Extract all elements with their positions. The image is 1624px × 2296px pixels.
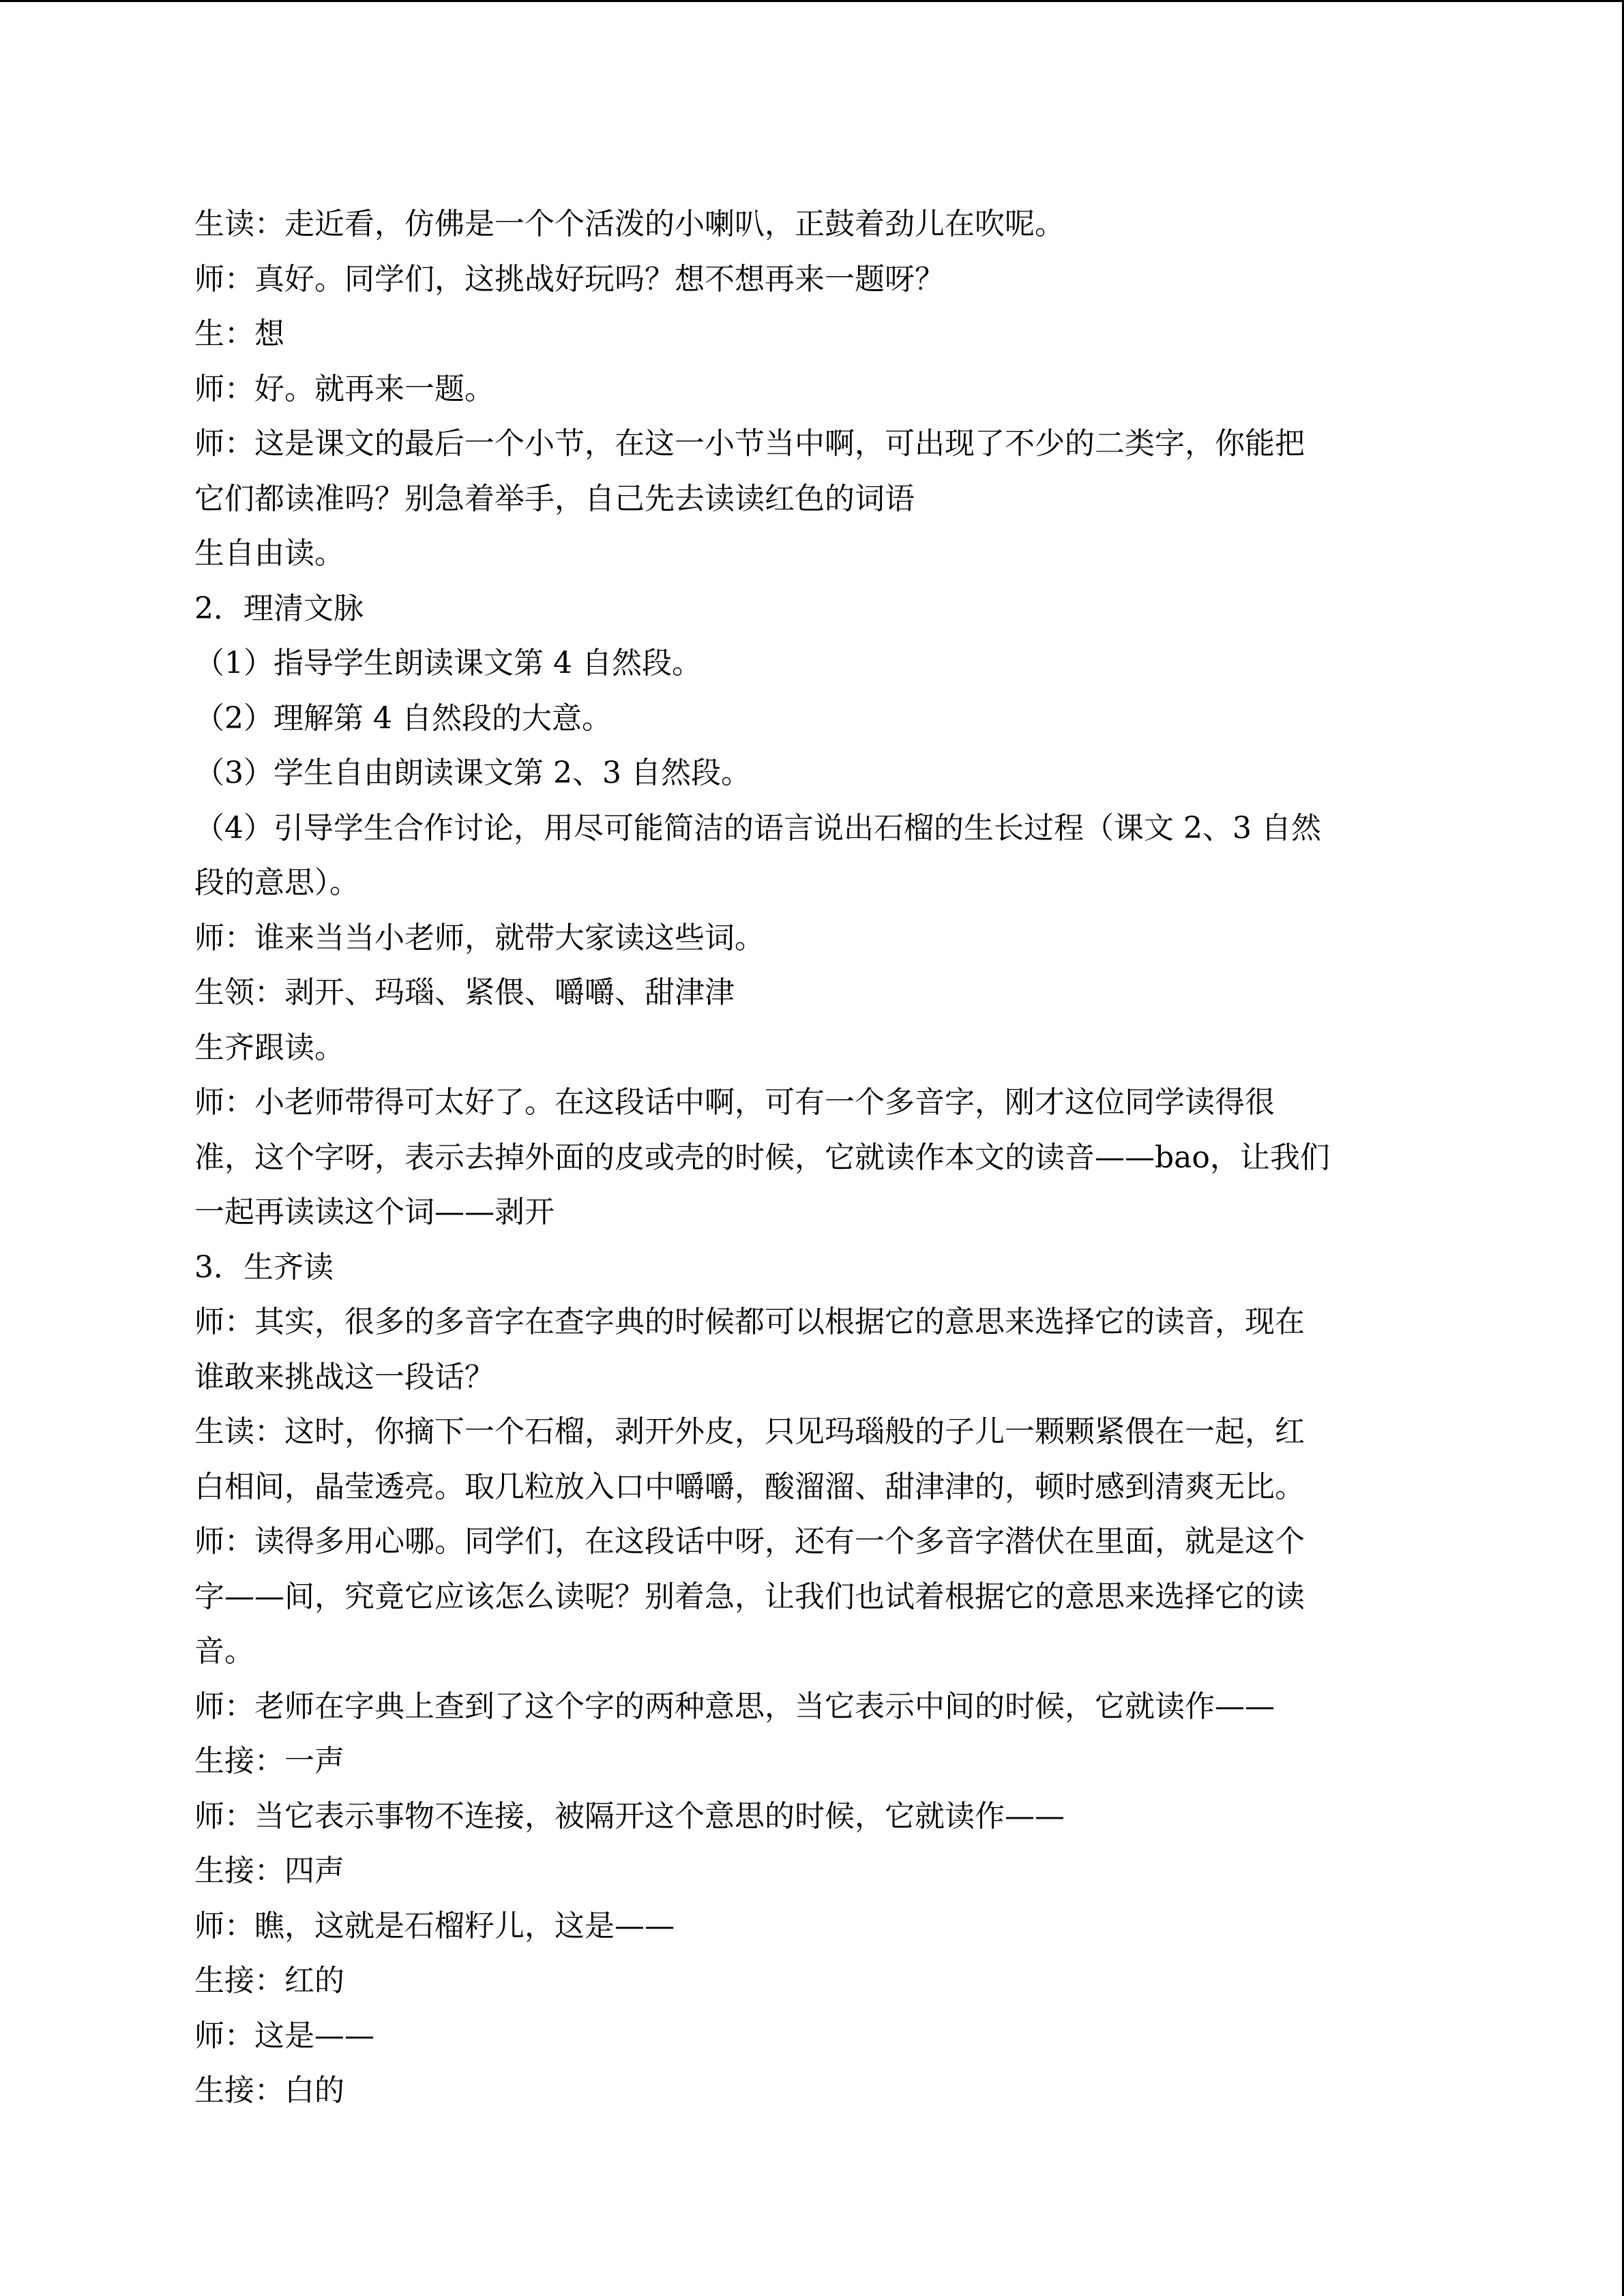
text-line: 生接：四声 xyxy=(194,1853,344,1888)
text-line: 生领：剥开、玛瑙、紧偎、嚼嚼、甜津津 xyxy=(194,975,735,1010)
text-line: 师：真好。同学们，这挑战好玩吗？想不想再来一题呀？ xyxy=(194,261,945,297)
text-line: 生接：一声 xyxy=(194,1744,344,1778)
text-line: 谁敢来挑战这一段话？ xyxy=(194,1359,494,1395)
text-line: 师：这是—— xyxy=(194,2018,374,2053)
text-line: 师：谁来当当小老师，就带大家读这些词。 xyxy=(194,920,765,955)
text-line: 师：小老师带得可太好了。在这段话中啊，可有一个多音字，刚才这位同学读得很 xyxy=(194,1085,1275,1120)
text-line: 一起再读读这个词——剥开 xyxy=(194,1195,555,1229)
list-item: （4）引导学生合作讨论，用尽可能简洁的语言说出石榴的生长过程（课文 2、3 自然 xyxy=(194,810,1321,846)
list-item: （2）理解第 4 自然段的大意。 xyxy=(194,700,612,736)
text-line: 师：老师在字典上查到了这个字的两种意思，当它表示中间的时候，它就读作—— xyxy=(194,1688,1275,1724)
text-line: 生齐跟读。 xyxy=(194,1030,344,1065)
text-line: 白相间，晶莹透亮。取几粒放入口中嚼嚼，酸溜溜、甜津津的，顿时感到清爽无比。 xyxy=(194,1469,1305,1504)
section-heading: 2．理清文脉 xyxy=(194,591,364,626)
text-line: 师：这是课文的最后一个小节，在这一小节当中啊，可出现了不少的二类字，你能把 xyxy=(194,426,1305,461)
list-item: （1）指导学生朗读课文第 4 自然段。 xyxy=(194,646,702,681)
text-line: 字——间，究竟它应该怎么读呢？别着急，让我们也试着根据它的意思来选择它的读 xyxy=(194,1579,1305,1614)
text-line: 生：想 xyxy=(194,316,284,351)
text-line: 段的意思）。 xyxy=(194,865,359,900)
text-line: 准，这个字呀，表示去掉外面的皮或壳的时候，它就读作本文的读音——bao，让我们 xyxy=(194,1139,1330,1175)
text-line: 它们都读准吗？别急着举手，自己先去读读红色的词语 xyxy=(194,481,915,516)
text-line: 师：读得多用心哪。同学们，在这段话中呀，还有一个多音字潜伏在里面，就是这个 xyxy=(194,1524,1305,1559)
document-body xyxy=(194,197,1436,2119)
text-line: 生读：这时，你摘下一个石榴，剥开外皮，只见玛瑙般的子儿一颗颗紧偎在一起，红 xyxy=(194,1414,1305,1449)
text-line: 师：其实，很多的多音字在查字典的时候都可以根据它的意思来选择它的读音，现在 xyxy=(194,1304,1305,1339)
text-line: 师：瞧，这就是石榴籽儿，这是—— xyxy=(194,1908,675,1943)
text-line: 生读：走近看，仿佛是一个个活泼的小喇叭，正鼓着劲儿在吹呢。 xyxy=(194,207,1065,241)
list-item: （3）学生自由朗读课文第 2、3 自然段。 xyxy=(194,756,751,790)
text-line: 生自由读。 xyxy=(194,536,344,571)
text-line: 生接：白的 xyxy=(194,2073,344,2108)
text-line: 师：当它表示事物不连接，被隔开这个意思的时候，它就读作—— xyxy=(194,1798,1065,1834)
section-heading: 3．生齐读 xyxy=(194,1249,334,1285)
text-line: 师：好。就再来一题。 xyxy=(194,371,494,406)
text-line: 音。 xyxy=(194,1634,254,1669)
text-line: 生接：红的 xyxy=(194,1963,344,1998)
